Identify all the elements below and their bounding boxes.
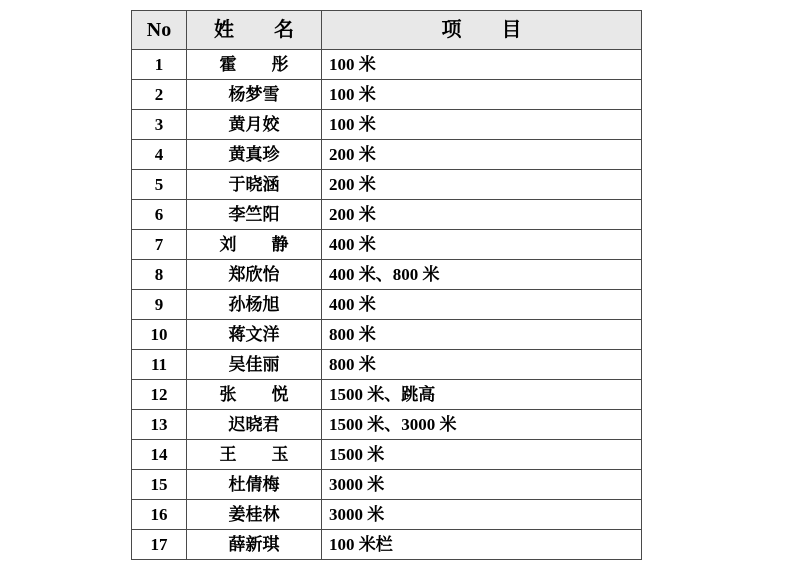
cell-no: 15	[132, 470, 187, 500]
cell-no: 10	[132, 320, 187, 350]
cell-name: 姜桂林	[187, 500, 322, 530]
table-body	[132, 50, 642, 560]
cell-name: 杜倩梅	[187, 470, 322, 500]
cell-event: 3000 米	[322, 470, 642, 500]
table-row	[132, 230, 642, 260]
athlete-roster-table	[131, 10, 642, 560]
cell-no: 2	[132, 80, 187, 110]
table-row	[132, 530, 642, 560]
cell-event: 3000 米	[322, 500, 642, 530]
cell-no: 4	[132, 140, 187, 170]
cell-no: 7	[132, 230, 187, 260]
cell-event: 100 米栏	[322, 530, 642, 560]
cell-name: 黄月姣	[187, 110, 322, 140]
column-header-no: No	[132, 11, 187, 50]
table-row	[132, 350, 642, 380]
table-header	[132, 11, 642, 50]
roster-table-container	[131, 10, 641, 560]
cell-name: 薛新琪	[187, 530, 322, 560]
cell-no: 17	[132, 530, 187, 560]
cell-name: 于晓涵	[187, 170, 322, 200]
column-header-event: 项 目	[322, 11, 642, 50]
cell-no: 5	[132, 170, 187, 200]
cell-event: 800 米	[322, 350, 642, 380]
table-header-row	[132, 11, 642, 50]
cell-no: 8	[132, 260, 187, 290]
cell-name: 郑欣怡	[187, 260, 322, 290]
cell-event: 200 米	[322, 140, 642, 170]
table-row	[132, 290, 642, 320]
cell-name: 迟晓君	[187, 410, 322, 440]
cell-event: 400 米	[322, 290, 642, 320]
cell-event: 1500 米、跳高	[322, 380, 642, 410]
cell-event: 200 米	[322, 200, 642, 230]
table-row	[132, 80, 642, 110]
cell-no: 11	[132, 350, 187, 380]
table-row	[132, 320, 642, 350]
cell-no: 1	[132, 50, 187, 80]
table-row	[132, 380, 642, 410]
cell-name: 黄真珍	[187, 140, 322, 170]
cell-event: 400 米、800 米	[322, 260, 642, 290]
cell-no: 14	[132, 440, 187, 470]
table-row	[132, 410, 642, 440]
cell-name: 刘 静	[187, 230, 322, 260]
cell-name: 杨梦雪	[187, 80, 322, 110]
table-row	[132, 110, 642, 140]
cell-name: 吴佳丽	[187, 350, 322, 380]
table-row	[132, 260, 642, 290]
cell-no: 13	[132, 410, 187, 440]
table-row	[132, 440, 642, 470]
table-row	[132, 500, 642, 530]
cell-event: 800 米	[322, 320, 642, 350]
cell-event: 100 米	[322, 80, 642, 110]
table-row	[132, 140, 642, 170]
table-row	[132, 200, 642, 230]
cell-event: 200 米	[322, 170, 642, 200]
column-header-name: 姓 名	[187, 11, 322, 50]
cell-event: 100 米	[322, 110, 642, 140]
cell-name: 孙杨旭	[187, 290, 322, 320]
cell-name: 王 玉	[187, 440, 322, 470]
cell-no: 16	[132, 500, 187, 530]
cell-event: 1500 米	[322, 440, 642, 470]
cell-event: 1500 米、3000 米	[322, 410, 642, 440]
table-row	[132, 170, 642, 200]
cell-event: 400 米	[322, 230, 642, 260]
cell-no: 12	[132, 380, 187, 410]
table-row	[132, 50, 642, 80]
cell-name: 霍 彤	[187, 50, 322, 80]
cell-event: 100 米	[322, 50, 642, 80]
cell-no: 9	[132, 290, 187, 320]
table-row	[132, 470, 642, 500]
cell-no: 3	[132, 110, 187, 140]
cell-name: 李竺阳	[187, 200, 322, 230]
cell-no: 6	[132, 200, 187, 230]
cell-name: 张 悦	[187, 380, 322, 410]
cell-name: 蒋文洋	[187, 320, 322, 350]
